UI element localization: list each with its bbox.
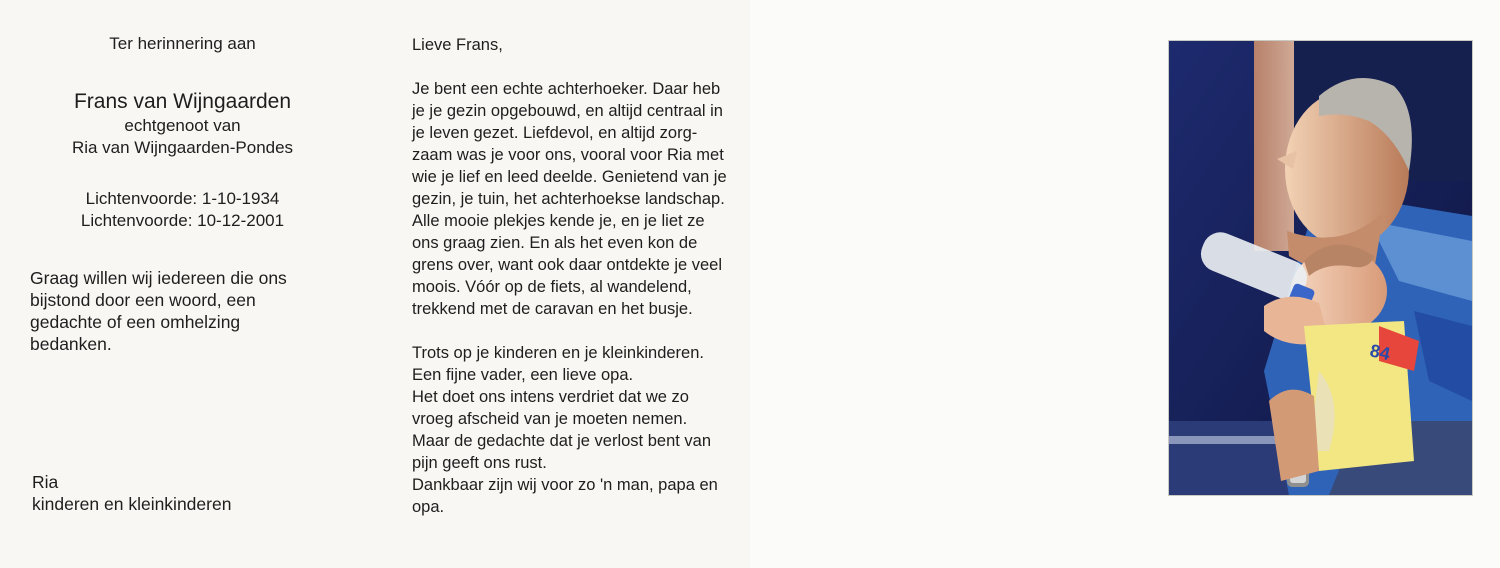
letter-line: pijn geeft ons rust.	[412, 454, 547, 472]
thanks-line: bedanken.	[30, 334, 112, 354]
spouse-name: Ria van Wijngaarden-Pondes	[71, 138, 294, 157]
letter-line: zaam was je voor ons, vooral voor Ria met	[412, 146, 724, 164]
letter-line: trekkend met de caravan en het busje.	[412, 300, 693, 318]
deceased-block	[30, 89, 335, 159]
letter-line: gezin, je tuin, het achterhoekse landschap.	[412, 190, 725, 208]
letter-greeting: Lieve Frans,	[412, 36, 503, 54]
portrait-photo	[1168, 40, 1473, 496]
birth-date: Lichtenvoorde: 1-10-1934	[85, 189, 280, 208]
death-date: Lichtenvoorde: 10-12-2001	[80, 211, 285, 230]
shirt-number: 84	[1368, 340, 1392, 365]
thanks-line: bijstond door een woord, een	[30, 290, 256, 310]
signature-block	[32, 471, 231, 515]
letter-line: Een fijne vader, een lieve opa.	[412, 366, 634, 384]
letter-line: je leven gezet. Liefdevol, en altijd zorg-	[412, 124, 698, 142]
letter-line: Trots op je kinderen en je kleinkinderen.	[412, 344, 704, 362]
letter-line: grens over, want ook daar ontdekte je veel	[412, 256, 723, 274]
thanks-line: Graag willen wij iedereen die ons	[30, 268, 287, 288]
letter-line: ons graag zien. En als het even kon de	[412, 234, 698, 252]
letter-line: Alle mooie plekjes kende je, en je liet ze	[412, 212, 705, 230]
letter-line: Maar de gedachte dat je verlost bent van	[412, 432, 712, 450]
letter-line: je je gezin opgebouwd, en altijd centraal in	[412, 102, 723, 120]
dates-block	[30, 188, 335, 232]
letter-line: Het doet ons intens verdriet dat we zo	[412, 388, 689, 406]
letter-paragraph-2	[412, 342, 732, 518]
thanks-text	[30, 267, 330, 355]
letter-paragraph-1	[412, 78, 732, 320]
memorial-column	[30, 33, 340, 355]
deceased-name: Frans van Wijngaarden	[73, 90, 292, 113]
spouse-line: echtgenoot van	[124, 116, 241, 135]
letter-line: Dankbaar zijn wij voor zo 'n man, papa en	[412, 476, 718, 494]
letter-line: wie je lief en leed deelde. Genietend van je	[412, 168, 727, 186]
letter-line: vroeg afscheid van je moeten nemen.	[412, 410, 688, 428]
intro-text: Ter herinnering aan	[109, 34, 256, 53]
letter-line: moois. Vóór op de fiets, al wandelend,	[412, 278, 692, 296]
letter-column	[412, 34, 732, 518]
letter-line: Je bent een echte achterhoeker. Daar heb	[412, 80, 721, 98]
letter-line: opa.	[412, 498, 445, 516]
signature-name: Ria	[32, 472, 59, 492]
signature-family: kinderen en kleinkinderen	[32, 494, 232, 514]
thanks-line: gedachte of een omhelzing	[30, 312, 241, 332]
